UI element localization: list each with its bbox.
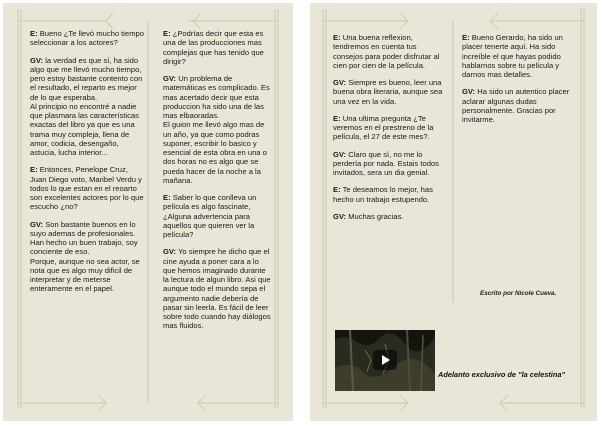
dialogue-paragraph [462, 87, 570, 124]
dialogue-text: Siempre es bueno, leer una buena obra literaria, aunque sea una vez en la vida. [333, 78, 443, 106]
dialogue-text: Claro que sí, no me lo perdería por nada. Estais todos invitados, sera un dia genial. [333, 149, 439, 177]
dialogue-paragraph [163, 247, 273, 330]
dialogue-paragraph [333, 212, 443, 221]
dialogue-text: Yo siempre he dicho que el cine ayuda a poner cara a lo que hemos imaginado durante la lectura de algun libro. Asi que aunque todo el mundo sepa el argumento nadie debería de pasar sin leerla. Es fácil de leer sobre todo cuando hay diálogos mas fluidos. [163, 247, 271, 331]
right-column-2 [462, 33, 570, 132]
left-column-2 [163, 29, 273, 339]
speaker-label: GV: [163, 74, 177, 83]
left-column-1 [30, 29, 145, 302]
dialogue-text: Ha sido un autentico placer aclarar algunas dudas personalmente. Gracias por invitarme. [462, 87, 570, 124]
dialogue-paragraph [333, 185, 443, 204]
dialogue-text: Entonces, Penelope Cruz, Juan Diego voto, Maribel Verdu y todos lo que estan en el reoarto son excelentes actores por lo que escucho ¿no? [30, 165, 144, 212]
dialogue-paragraph [333, 78, 443, 106]
dialogue-paragraph [462, 33, 570, 79]
play-icon [382, 355, 390, 365]
left-page [3, 3, 293, 421]
dialogue-text: Una ultima pregunta ¿Te veremos en el prestreno de la película, el 27 de este mes?. [333, 113, 434, 142]
speaker-label: GV: [30, 55, 44, 65]
speaker-label: GV: [30, 219, 44, 229]
play-button[interactable] [373, 350, 397, 370]
dialogue-text: ¿Podrías decir que esta es una de las producciones mas complejas que has tenido que dirigir? [163, 29, 264, 66]
speaker-label: E: [333, 113, 341, 123]
author-credit: Escrito por Nicole Cueva. [480, 290, 557, 297]
dialogue-paragraph [163, 29, 273, 66]
dialogue-paragraph [30, 29, 145, 48]
dialogue-paragraph [30, 220, 145, 294]
right-column-1 [333, 33, 443, 229]
speaker-label: E: [30, 165, 38, 175]
video-thumbnail[interactable] [335, 330, 435, 391]
speaker-label: GV: [333, 149, 347, 159]
speaker-label: GV: [462, 87, 476, 97]
speaker-label: GV: [163, 247, 177, 257]
dialogue-paragraph [30, 165, 145, 211]
right-page [310, 3, 597, 421]
speaker-label: E: [333, 185, 341, 195]
dialogue-text: Una buena reflexion, tendremos en cuenta tus consejos para poder disfrutar al cien por cien de la película. [333, 33, 440, 70]
dialogue-text: la verdad es que sí, ha sido algo que me llevó mucho tiempo, pero estoy bastante contento con el resultado, el reparto es mejor de lo que esperaba. Al principio no encontré a nadie que plasmara las características exactas del libro ya que es una trama muy compleja, llena de amor, codicia, desengaño, astucia, lucha interior... [30, 55, 143, 157]
speaker-label: GV: [333, 78, 347, 87]
video-caption: Adelanto exclusivo de "la celestina" [438, 370, 565, 379]
dialogue-text: Son bastante buenos en lo suyo ademas de profesionales. Han hecho un buen trabajo, soy conciente de eso. Porque, aunque no sea actor, se nota que es algo muy dificil de interpretar y de meterse enteramente en el papel. [30, 219, 140, 294]
dialogue-text: Bueno Gerardo, ha sido un placer tenerte aquí. Ha sido increíble el que hayas podido hablarnos sobre tu película y darnos mas detalles. [462, 33, 563, 79]
dialogue-text: Muchas gracias. [346, 211, 404, 221]
dialogue-text: Saber lo que conlleva un película es algo fascinate, ¿Alguna advertencia para aquellos que quieren ver la película? [163, 193, 257, 239]
dialogue-paragraph [333, 33, 443, 70]
dialogue-paragraph [30, 56, 145, 158]
speaker-label: E: [30, 29, 38, 38]
dialogue-text: Te deseamos lo mejor, has hecho un trabajo estupendo. [333, 185, 433, 204]
dialogue-paragraph [163, 74, 273, 185]
speaker-label: GV: [333, 211, 347, 221]
speaker-label: E: [462, 33, 470, 42]
speaker-label: E: [333, 33, 341, 42]
dialogue-paragraph [163, 193, 273, 239]
speaker-label: E: [163, 29, 171, 38]
dialogue-paragraph [333, 150, 443, 178]
dialogue-paragraph [333, 114, 443, 142]
speaker-label: E: [163, 193, 171, 202]
dialogue-text: Un problema de matemáticas es complicado. Es mas acertado decir que esta produccion ha sido una de las mas elbaoradas. El guion me llevó algo mas de un año, ya que como podras suponer, escribir lo basico y esencial de esta obra en una o dos horas no es algo que se pueda hacer de la noche a la mañana. [163, 74, 270, 185]
dialogue-text: Bueno ¿Te llevó mucho tiempo seleccionar a los actores? [30, 29, 144, 48]
